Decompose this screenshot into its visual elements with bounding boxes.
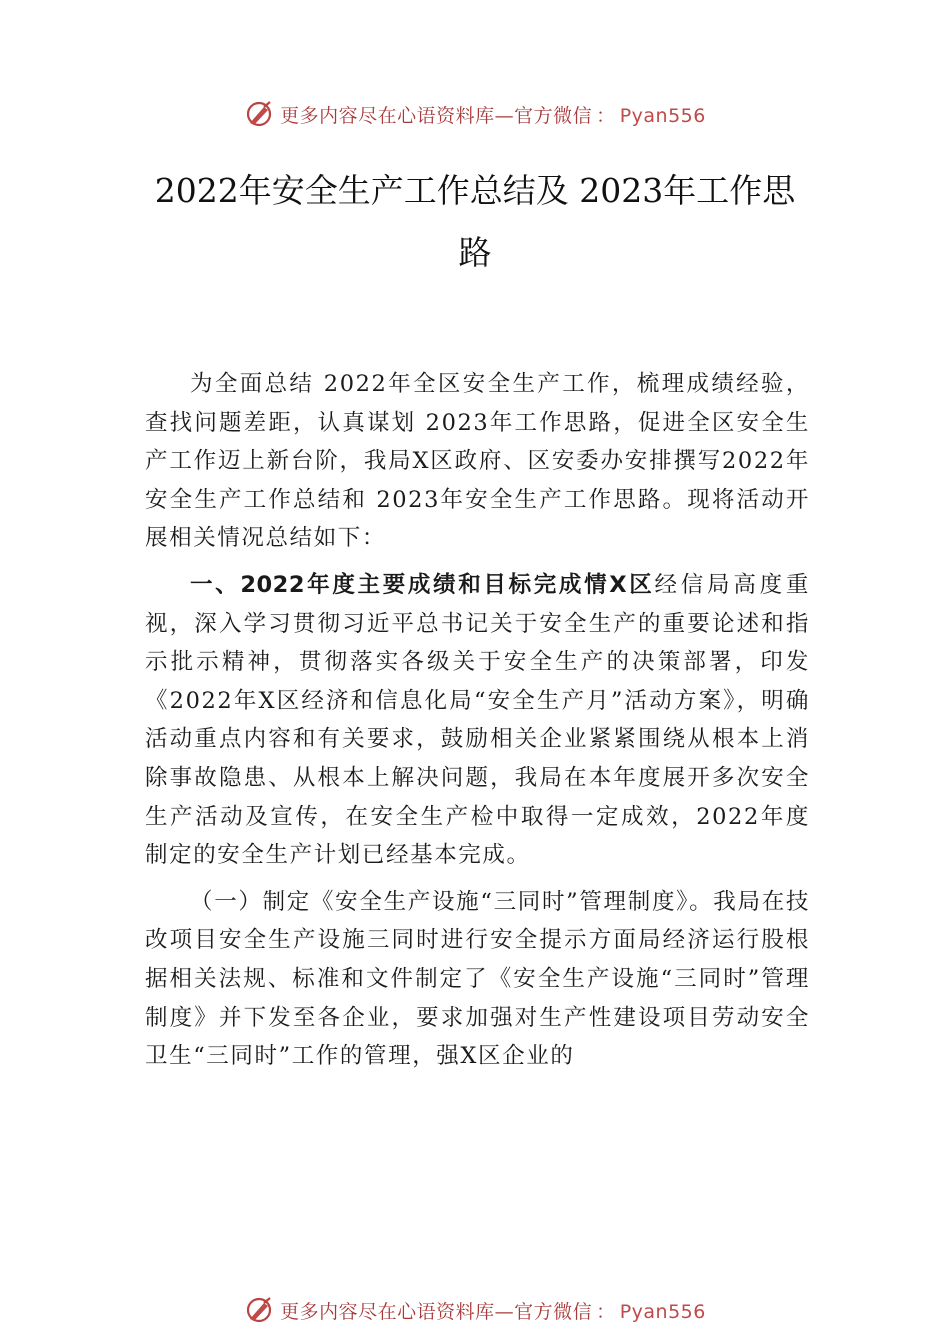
header-banner xyxy=(0,94,950,134)
banner-label: 官方微信 xyxy=(514,1300,593,1323)
banner-separator: ： xyxy=(596,1300,616,1323)
document-body xyxy=(145,365,810,1076)
banner-separator: ： xyxy=(596,104,616,127)
banner-text xyxy=(280,1297,706,1324)
section-1-heading: 一、2022年度主要成绩和目标完成情X区 xyxy=(190,571,655,598)
banner-label: 官方微信 xyxy=(514,104,593,127)
section-1-body: 经信局高度重视，深入学习贯彻习近平总书记关于安全生产的重要论述和指示批示精神，贯彻落实各级关于安全生产的决策部署，印发《2022年X区经济和信息化局“安全生产月”活动方案》，明确活动重点内容和有关要求，鼓励相关企业紧紧围绕从根本上消除事故隐患、从根本上解决问题，我局在本年度展开多次安全生产活动及宣传，在安全生产检中取得一定成效，2022年度制定的安全生产计划已经基本完成。 xyxy=(145,571,810,869)
item-1-paragraph: （一）制定《安全生产设施“三同时”管理制度》。我局在技改项目安全生产设施三同时进行安全提示方面局经济运行股根据相关法规、标准和文件制定了《安全生产设施“三同时”管理制度》并下发至各企业，要求加强对生产性建设项目劳动安全卫生“三同时”工作的管理，强X区企业的 xyxy=(145,888,810,1070)
banner-dash: — xyxy=(494,1300,515,1323)
banner-wechat-id: Pyan556 xyxy=(619,1300,706,1323)
banner-site-name: 更多内容尽在心语资料库 xyxy=(280,104,495,127)
banner-text xyxy=(280,101,706,128)
document-title: 2022年安全生产工作总结及 2023年工作思路 xyxy=(154,171,796,272)
banner-dash: — xyxy=(494,104,515,127)
pen-nib-circle-icon xyxy=(244,1295,274,1325)
footer-banner xyxy=(0,1290,950,1330)
banner-wechat-id: Pyan556 xyxy=(619,104,706,127)
section-1-paragraph xyxy=(145,566,810,875)
banner-site-name: 更多内容尽在心语资料库 xyxy=(280,1300,495,1323)
pen-nib-circle-icon xyxy=(244,99,274,129)
intro-paragraph: 为全面总结 2022年全区安全生产工作，梳理成绩经验，查找问题差距，认真谋划 2023年工作思路，促进全区安全生产工作迈上新台阶，我局X区政府、区安委办安排撰写2022年安全生产工作总结和 2023年安全生产工作思路。现将活动开展相关情况总结如下： xyxy=(145,371,810,552)
